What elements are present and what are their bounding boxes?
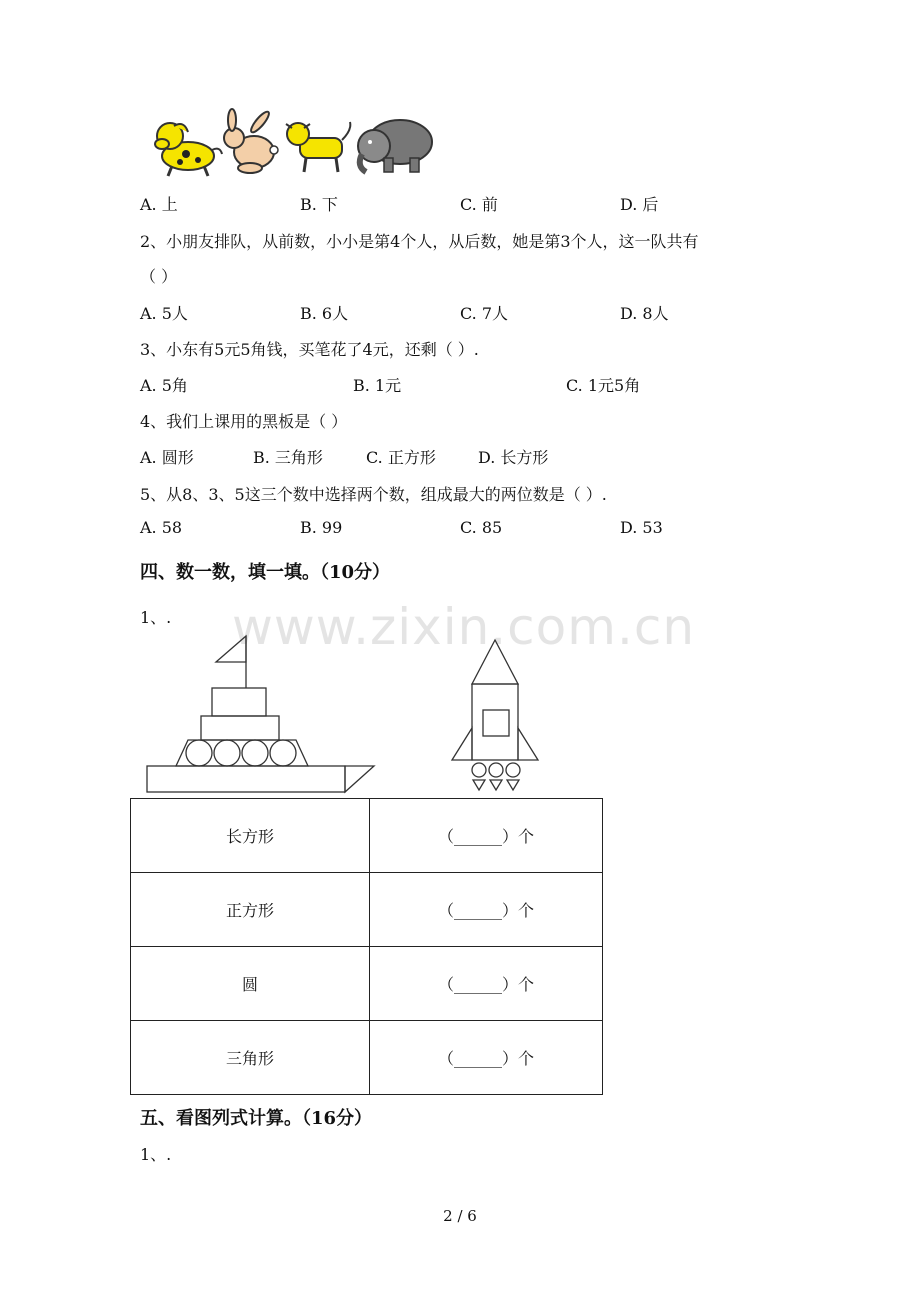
watermark: www.zixin.com.cn — [232, 598, 696, 656]
q4-option-c: C. 正方形 — [366, 448, 436, 467]
shape-count-table — [130, 798, 603, 1095]
q2-option-d: D. 8人 — [620, 304, 669, 323]
shape-name: 正方形 — [131, 873, 370, 947]
shape-name: 三角形 — [131, 1021, 370, 1095]
table-row — [131, 1021, 603, 1095]
q3-text: 3、小东有5元5角钱，买笔花了4元，还剩（ ）. — [140, 340, 479, 359]
q1-option-d: D. 后 — [620, 195, 659, 214]
section5-heading: 五、看图列式计算。（16分） — [140, 1108, 373, 1129]
q4-option-d: D. 长方形 — [478, 448, 549, 467]
answer-blank[interactable]: （______）个 — [370, 947, 603, 1021]
q2-option-c: C. 7人 — [460, 304, 509, 323]
animals-illustration — [150, 108, 440, 184]
shape-name: 圆 — [131, 947, 370, 1021]
q1-option-b: B. 下 — [300, 195, 338, 214]
table-row — [131, 799, 603, 873]
q2-option-b: B. 6人 — [300, 304, 349, 323]
q3-option-a: A. 5角 — [140, 376, 188, 395]
dog-icon — [155, 123, 222, 176]
q2-option-a: A. 5人 — [140, 304, 188, 323]
cow-icon — [286, 122, 350, 172]
section5-item: 1、. — [140, 1145, 172, 1164]
table-row — [131, 947, 603, 1021]
q4-option-a: A. 圆形 — [140, 448, 194, 467]
q1-option-c: C. 前 — [460, 195, 498, 214]
rabbit-icon — [224, 109, 278, 173]
ship-figure — [140, 632, 380, 796]
answer-blank[interactable]: （______）个 — [370, 873, 603, 947]
q5-option-b: B. 99 — [300, 518, 343, 537]
section4-item: 1、. — [140, 608, 172, 627]
answer-blank[interactable]: （______）个 — [370, 1021, 603, 1095]
elephant-icon — [358, 120, 432, 172]
q5-option-c: C. 85 — [460, 518, 503, 537]
q2-blank: （ ） — [140, 267, 178, 286]
q4-option-b: B. 三角形 — [253, 448, 323, 467]
q3-option-c: C. 1元5角 — [566, 376, 641, 395]
q4-text: 4、我们上课用的黑板是（ ） — [140, 412, 348, 431]
q5-option-d: D. 53 — [620, 518, 663, 537]
q3-option-b: B. 1元 — [353, 376, 402, 395]
q5-option-a: A. 58 — [140, 518, 183, 537]
table-row — [131, 873, 603, 947]
rocket-figure — [448, 636, 548, 794]
q5-text: 5、从8、3、5这三个数中选择两个数，组成最大的两位数是（ ）. — [140, 485, 607, 504]
shape-name: 长方形 — [131, 799, 370, 873]
q2-text: 2、小朋友排队，从前数，小小是第4个人，从后数，她是第3个人，这一队共有 — [140, 232, 699, 251]
q1-option-a: A. 上 — [140, 195, 178, 214]
page-number: 2 / 6 — [443, 1207, 477, 1225]
section4-heading: 四、数一数，填一填。（10分） — [140, 562, 391, 583]
answer-blank[interactable]: （______）个 — [370, 799, 603, 873]
